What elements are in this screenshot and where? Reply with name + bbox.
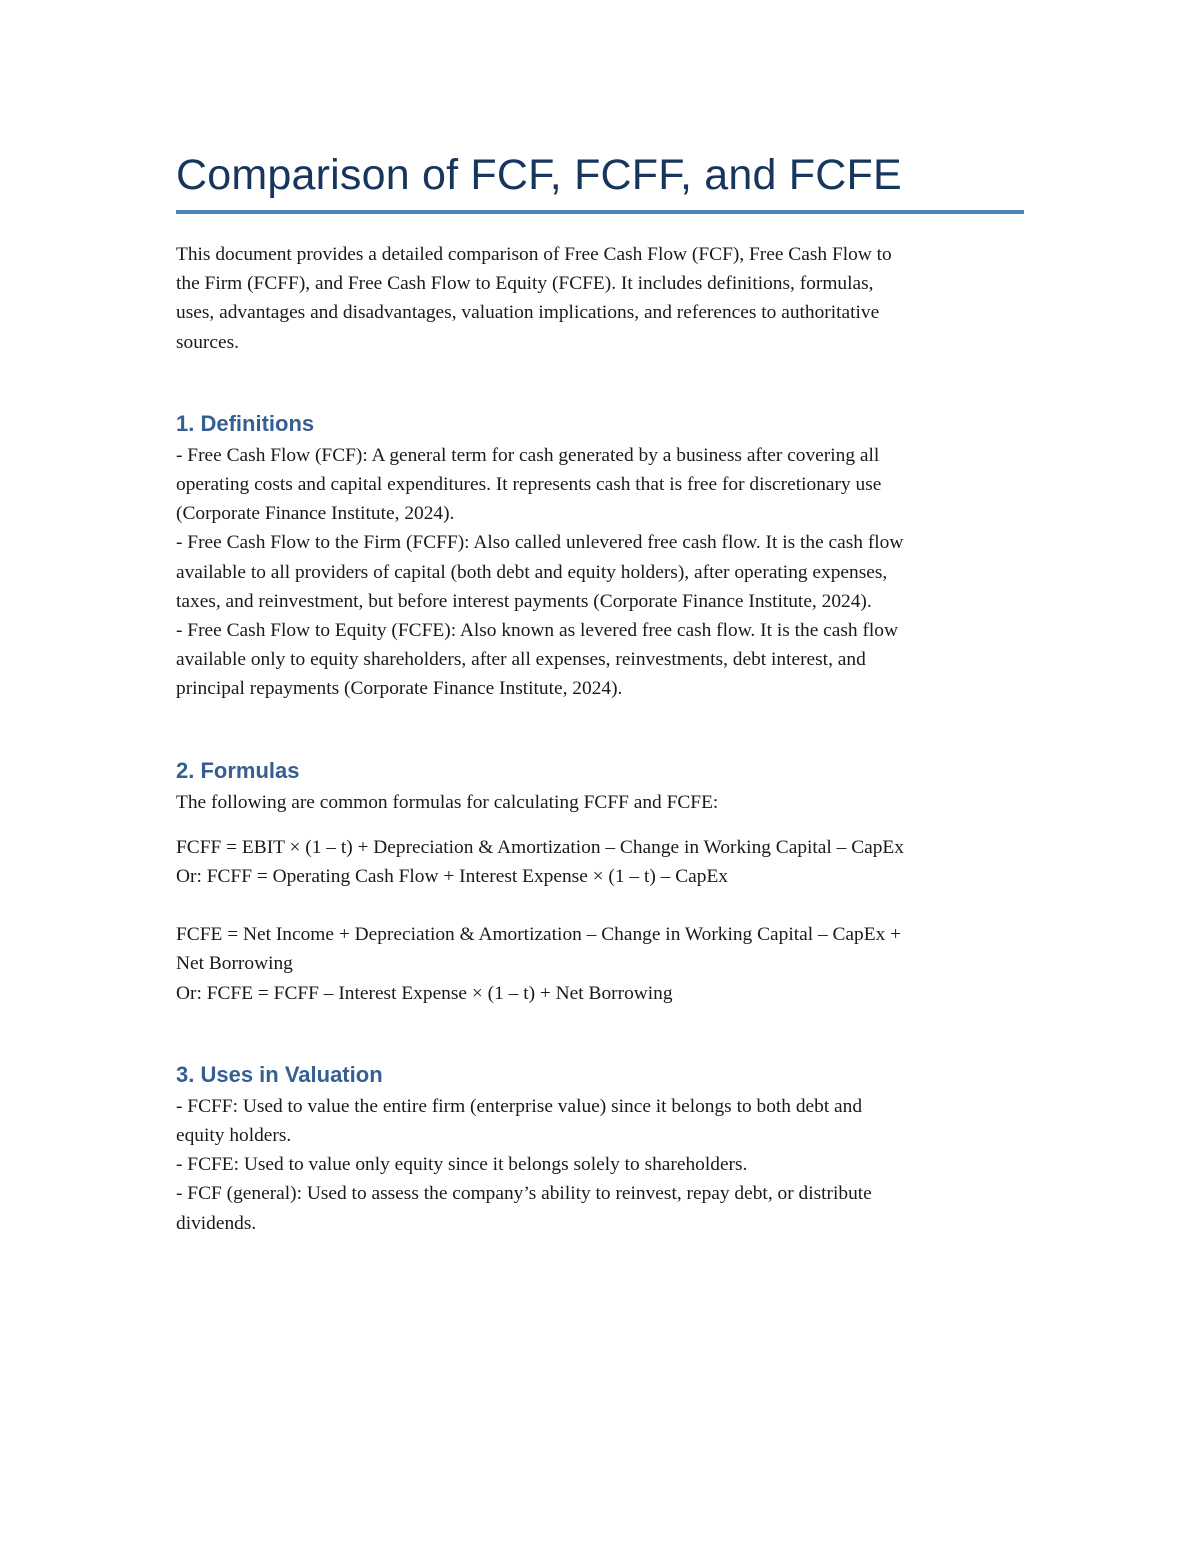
section-heading-definitions: 1. Definitions	[176, 410, 315, 436]
section-heading-formulas: 2. Formulas	[176, 757, 300, 783]
intro-line: sources.	[176, 331, 240, 353]
uses-paragraph	[176, 1092, 1024, 1238]
definition-line: available only to equity shareholders, after all expenses, reinvestments, debt interest, and	[176, 649, 866, 671]
definition-line: operating costs and capital expenditures. It represents cash that is free for discretionary use	[176, 474, 882, 496]
formulas-lead: The following are common formulas for calculating FCFF and FCFE:	[176, 791, 719, 813]
formula-line: Net Borrowing	[176, 953, 293, 975]
formula-line: FCFF = EBIT × (1 – t) + Depreciation & Amortization – Change in Working Capital – CapEx	[176, 836, 904, 858]
intro-line: This document provides a detailed comparison of Free Cash Flow (FCF), Free Cash Flow to	[176, 244, 892, 265]
intro-line: uses, advantages and disadvantages, valuation implications, and references to authoritative	[176, 302, 880, 324]
definition-line: available to all providers of capital (both debt and equity holders), after operating expenses,	[176, 561, 888, 583]
definition-line: - Free Cash Flow to Equity (FCFE): Also known as levered free cash flow. It is the cash flow	[176, 620, 898, 642]
uses-line: dividends.	[176, 1212, 257, 1234]
definitions-paragraph	[176, 441, 1024, 704]
title-underline	[176, 210, 1024, 214]
definition-line: (Corporate Finance Institute, 2024).	[176, 503, 455, 525]
uses-line: - FCFE: Used to value only equity since it belongs solely to shareholders.	[176, 1154, 748, 1176]
document-page	[176, 140, 1024, 1238]
definition-line: - Free Cash Flow (FCF): A general term for cash generated by a business after covering all	[176, 444, 880, 466]
fcff-formula-block	[176, 833, 1024, 891]
uses-line: - FCF (general): Used to assess the company’s ability to reinvest, repay debt, or distribute	[176, 1183, 872, 1205]
fcfe-formula-block	[176, 920, 1024, 1008]
formula-line: Or: FCFE = FCFF – Interest Expense × (1 – t) + Net Borrowing	[176, 982, 673, 1004]
uses-line: - FCFF: Used to value the entire firm (enterprise value) since it belongs to both debt and	[176, 1095, 863, 1117]
definition-line: principal repayments (Corporate Finance Institute, 2024).	[176, 678, 623, 700]
definition-line: taxes, and reinvestment, but before interest payments (Corporate Finance Institute, 2024).	[176, 590, 872, 612]
definition-line: - Free Cash Flow to the Firm (FCFF): Also called unlevered free cash flow. It is the cash flow	[176, 532, 904, 554]
formula-line: FCFE = Net Income + Depreciation & Amortization – Change in Working Capital – CapEx +	[176, 924, 902, 946]
intro-paragraph	[176, 240, 1024, 357]
document-title: Comparison of FCF, FCFF, and FCFE	[176, 151, 902, 199]
section-heading-uses: 3. Uses in Valuation	[176, 1061, 383, 1087]
uses-line: equity holders.	[176, 1125, 292, 1147]
intro-line: the Firm (FCFF), and Free Cash Flow to Equity (FCFE). It includes definitions, formulas,	[176, 273, 874, 295]
formula-line: Or: FCFF = Operating Cash Flow + Interest Expense × (1 – t) – CapEx	[176, 866, 728, 888]
